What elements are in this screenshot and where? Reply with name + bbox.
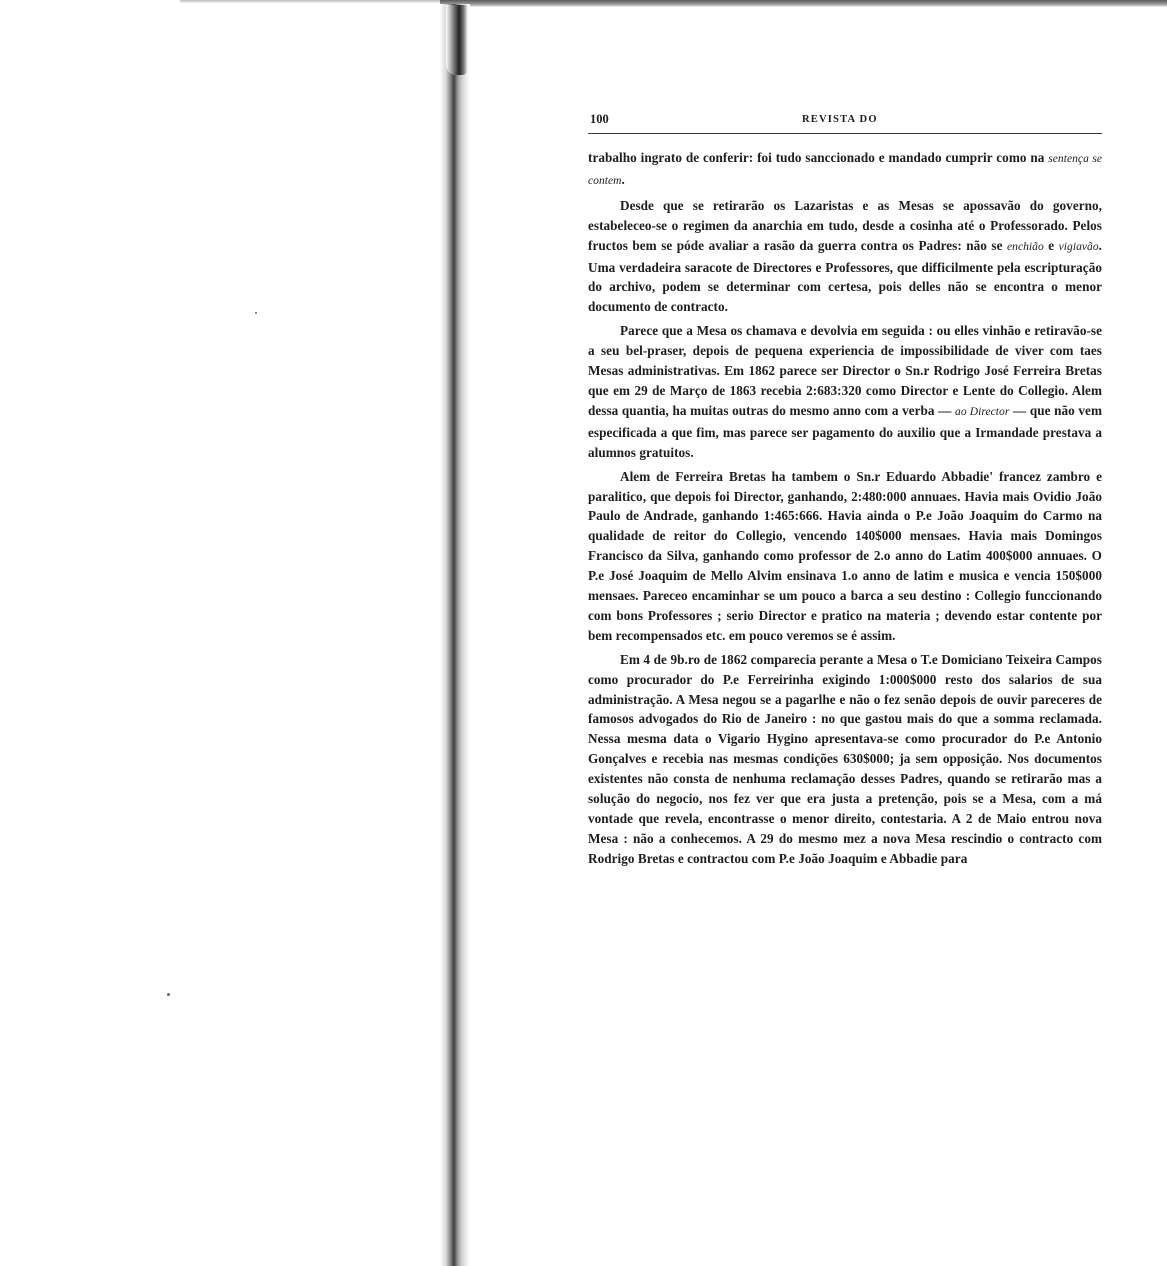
text-run: .: [621, 171, 625, 187]
book-gutter-shadow: [446, 5, 468, 75]
dust-speck: [255, 312, 257, 314]
paragraph: [588, 650, 1102, 869]
text-run: Desde que se retirarão os Lazaristas e as Mesas se apossavão do governo, estabeleceo-se o regimen da anarchia em tudo, desde a cosinha até o Professorado. Pelos fructos bem se póde avaliar a rasão da guerra contra os Padres: não se: [588, 197, 1102, 253]
scan-edge-shadow: [180, 0, 442, 3]
header-rule: [588, 133, 1102, 134]
text-run: Parece que a Mesa os chamava e devolvia em seguida : ou elles vinhão e retiravão-se a seu bel-praser, depois de pequena experiencia de impossibilidade de viver com taes Mesas administrativas. Em 1862 parece ser Director o Sn.r Rodrigo José Ferreira Bretas que em 29 de Março de 1863 recebia 2:683:320 como Director e Lente do Collegio. Alem dessa quantia, ha muitas outras do mesmo anno com a verba —: [588, 323, 1102, 418]
text-page: [588, 112, 1102, 869]
book-gutter: [440, 4, 470, 1266]
text-run: Em 4 de 9b.ro de 1862 comparecia perante a Mesa o T.e Domiciano Teixeira Campos como procurador do P.e Ferreirinha exigindo 1:000$000 resto dos salarios de sua administração. A Mesa negou se a pagarlhe e não o fez senão depois de ouvir pareceres de famosos advogados do Rio de Janeiro : no que gastou mais do que a somma reclamada. Nessa mesma data o Vigario Hygino apresentava-se como procurador do P.e Antonio Gonçalves e recebia nas mesmas condições 630$000; ja sem opposição. Nos documentos existentes não consta de nenhuma reclamação desses Padres, quando se retirarão mas a solução do negocio, nos fez ver que era justa a pretenção, pois se a Mesa, com a má vontade que revela, encontrasse o menor direito, contestaria. A 2 de Maio entrou nova Mesa : não a conhecemos. A 29 do mesmo mez a nova Mesa rescindio o contracto com Rodrigo Bretas e contractou com P.e João Joaquim e Abbadie para: [588, 651, 1102, 866]
scan-edge-shadow: [440, 0, 1167, 7]
paragraph: [588, 321, 1102, 462]
text-run: . Uma verdadeira saracote de Directores e Professores, que difficilmente pela escripturação do archivo, podem se determinar com certesa, pois delles não se encontra o menor documento de contracto.: [588, 237, 1102, 315]
running-header: [588, 112, 1102, 128]
body-text: [588, 148, 1102, 869]
running-title: REVISTA DO: [802, 114, 878, 125]
paragraph: [588, 148, 1102, 192]
page-number: 100: [590, 112, 609, 126]
blank-facing-page: [0, 0, 452, 1266]
text-run: trabalho ingrato de conferir: foi tudo sanccionado e mandado cumprir como na: [588, 150, 1049, 165]
text-run: Alem de Ferreira Bretas ha tambem o Sn.r Eduardo Abbadie' francez zambro e paralitico, que depois foi Director, ganhando, 2:480:000 annuaes. Havia mais Ovidio João Paulo de Andrade, ganhando 1:465:666. Havia ainda o P.e João Joaquim do Carmo na qualidade de reitor do Collegio, vencendo 140$000 mensaes. Havia mais Domingos Francisco da Silva, ganhando como professor de 2.o anno do Latim 400$000 annuaes. O P.e José Joaquim de Mello Alvim ensinava 1.o anno de latim e musica e vencia 150$000 mensaes. Pareceo encaminhar se um pouco a barca a seu destino : Collegio funccionando com bons Professores ; serio Director e pratico na materia ; devendo estar contente por bem recompensados etc. em pouco veremos se é assim.: [588, 468, 1102, 643]
paragraph: [588, 196, 1102, 317]
italic-text-run: enchião: [1007, 240, 1044, 253]
text-run: e: [1043, 237, 1059, 253]
text-run: — que não vem especificada a que fim, mas parece ser pagamento do auxilio que a Irmandade prestava a alumnos gratuitos.: [588, 402, 1102, 460]
italic-text-run: vigiavão: [1058, 240, 1099, 253]
italic-text-run: ao Director: [955, 405, 1010, 418]
paragraph: [588, 467, 1102, 646]
italic-text-run: sentença se contem: [588, 153, 1102, 187]
dust-speck: [167, 993, 170, 996]
